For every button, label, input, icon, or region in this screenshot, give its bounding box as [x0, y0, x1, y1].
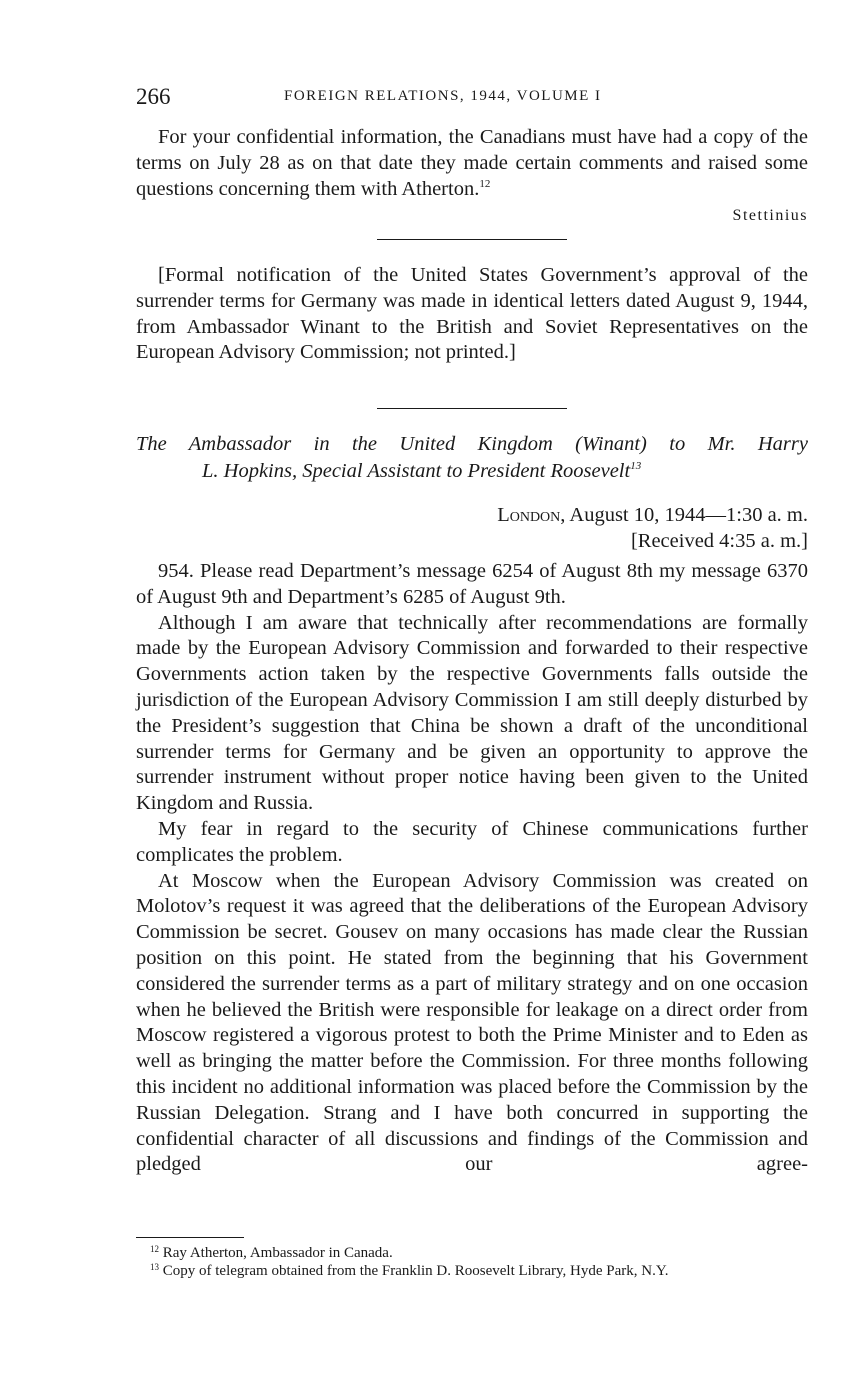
footnote-mark: 13 — [150, 1261, 159, 1272]
editorial-note: [Formal notification of the United States Government’s approval of the surrender terms for Germany was made in identical letters dated August 9, 1944, from Ambassador Winant to the British and Soviet Representatives on the European Advisory Commission; not printed.] — [136, 264, 808, 364]
dateline — [136, 502, 808, 529]
page-number: 266 — [136, 84, 171, 109]
footnote-divider — [136, 1237, 244, 1238]
document-heading — [136, 431, 808, 485]
footnote — [136, 1263, 808, 1281]
footnote — [136, 1245, 808, 1263]
continuation-paragraph — [136, 125, 808, 202]
telegram-paragraph: My fear in regard to the security of Chinese communications further complicates the problem. — [136, 817, 808, 866]
section-divider — [377, 239, 567, 240]
running-head — [136, 84, 808, 114]
heading-line-2-text: L. Hopkins, Special Assistant to President Roosevelt — [202, 460, 631, 482]
footnote-text: Ray Atherton, Ambassador in Canada. — [162, 1245, 393, 1261]
section-divider — [377, 408, 567, 409]
telegram-paragraph: At Moscow when the European Advisory Commission was created on Molotov’s request it was agreed that the deliberations of the European Advisory Commission be secret. Gousev on many occasions has made clear the Russian position on this point. He stated from the beginning that his Government considered the surrender terms as a part of military strategy and on one occasion when he believed the British were responsible for leakage on a direct order from Moscow registered a vigorous protest to both the Prime Minister and to Eden as well as bringing the matter before the Commission. For three months following this incident no additional information was placed before the Commission by the Russian Delegation. Strang and I have both concurred in supporting the confidential character of all discussions and findings of the Commission and pledged our agree- — [136, 869, 808, 1176]
footnote-mark: 12 — [150, 1244, 159, 1254]
editorial-note-block — [136, 263, 808, 366]
received-line: [Received 4:35 a. m.] — [630, 530, 808, 552]
signature: Stettinius — [732, 207, 808, 225]
dateline-place: London — [497, 504, 561, 526]
telegram-body — [136, 559, 808, 1178]
continuation-block — [136, 125, 808, 228]
footnotes — [136, 1245, 808, 1280]
footnote-ref-13: 13 — [630, 460, 642, 472]
running-title: FOREIGN RELATIONS, 1944, VOLUME I — [284, 88, 602, 104]
telegram-paragraph: Although I am aware that technically after recommendations are formally made by the European Advisory Commission and forwarded to their respective Governments action taken by the respective Governments falls outside the jurisdiction of the European Advisory Commission I am still deeply disturbed by the President’s suggestion that China be shown a draft of the unconditional surrender terms for Germany and be given an opportunity to approve the surrender instrument without proper notice having been given to the United Kingdom and Russia. — [136, 611, 808, 815]
footnote-ref-12: 12 — [479, 177, 491, 190]
telegram-paragraph: 954. Please read Department’s message 6254 of August 8th my message 6370 of August 9th and Department’s 6285 of August 9th. — [136, 560, 808, 608]
footnote-text: Copy of telegram obtained from the Franklin D. Roosevelt Library, Hyde Park, N.Y. — [162, 1262, 669, 1279]
heading-line-2 — [136, 458, 808, 485]
heading-line-1: The Ambassador in the United Kingdom (Winant) to Mr. Harry — [136, 433, 808, 455]
dateline-date: , August 10, 1944—1:30 a. m. — [560, 504, 808, 526]
continuation-text: For your confidential information, the Canadians must have had a copy of the terms on July 28 as on that date they made certain comments and raised some questions concerning them with Atherton. — [136, 126, 808, 200]
